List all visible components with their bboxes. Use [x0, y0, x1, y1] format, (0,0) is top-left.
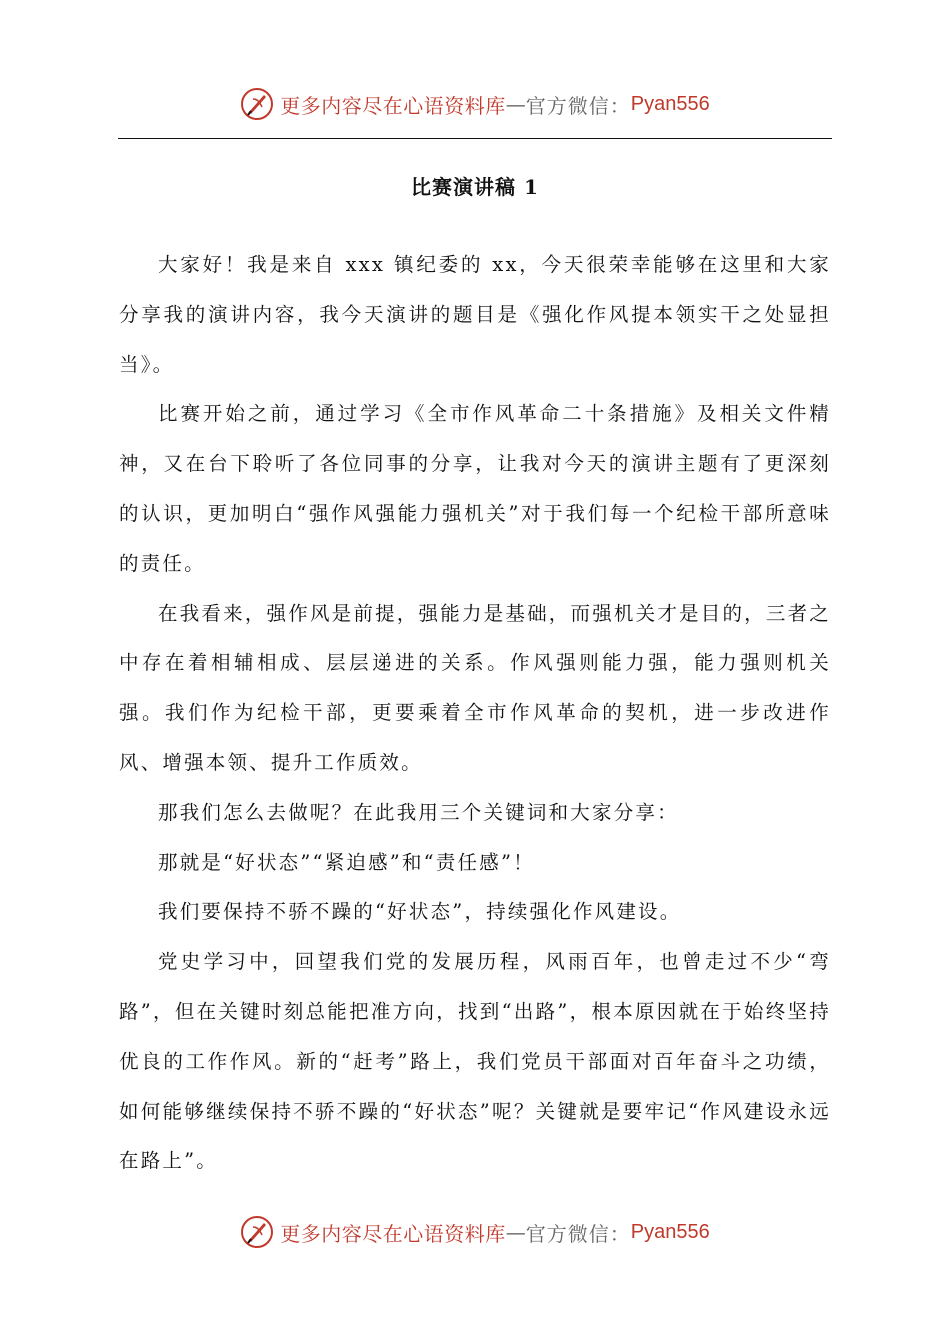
- footer-banner-dash: —: [505, 1220, 526, 1244]
- footer-banner: [0, 1212, 950, 1252]
- banner-dash: —: [505, 92, 526, 116]
- header-banner: [0, 84, 950, 124]
- paragraph-3: 在我看来，强作风是前提，强能力是基础，而强机关才是目的，三者之中存在着相辅相成、层层递进的关系。作风强则能力强，能力强则机关强。我们作为纪检干部，更要乘着全市作风革命的契机，进一步改进作风、增强本领、提升工作质效。: [119, 601, 831, 774]
- body-text: [119, 240, 831, 1186]
- paragraph-5: 那就是“好状态”“紧迫感”和“责任感”！: [158, 850, 535, 874]
- paragraph-7: 党史学习中，回望我们党的发展历程，风雨百年，也曾走过不少“弯路”，但在关键时刻总能把准方向，找到“出路”，根本原因就在于始终坚持优良的工作作风。新的“赶考”路上，我们党员干部面对百年奋斗之功绩，如何能够继续保持不骄不躁的“好状态”呢？关键就是要牢记“作风建设永远在路上”。: [119, 950, 831, 1173]
- header-rule: [118, 138, 832, 139]
- banner-label: 官方微信：: [525, 93, 631, 118]
- footer-banner-label: 官方微信：: [525, 1221, 631, 1246]
- paragraph-1: 大家好！我是来自 xxx 镇纪委的 xx，今天很荣幸能够在这里和大家分享我的演讲内容，我今天演讲的题目是《强化作风提本领实干之处显担当》。: [119, 253, 831, 376]
- paragraph-6: 我们要保持不骄不躁的“好状态”，持续强化作风建设。: [158, 900, 682, 924]
- banner-text: 更多内容尽在心语资料库: [280, 93, 506, 118]
- page-title: 比赛演讲稿 1: [411, 175, 539, 199]
- footer-banner-wechat-id: Pyan556: [630, 1220, 710, 1243]
- footer-banner-text: 更多内容尽在心语资料库: [280, 1221, 506, 1246]
- paragraph-2: 比赛开始之前，通过学习《全市作风革命二十条措施》及相关文件精神，又在台下聆听了各位同事的分享，让我对今天的演讲主题有了更深刻的认识，更加明白“强作风强能力强机关”对于我们每一个纪检干部所意味的责任。: [119, 402, 831, 575]
- paragraph-4: 那我们怎么去做呢？在此我用三个关键词和大家分享：: [158, 800, 679, 824]
- quill-pen-logo-icon: [240, 1215, 274, 1249]
- banner-wechat-id: Pyan556: [630, 92, 710, 115]
- quill-pen-logo-icon: [240, 87, 274, 121]
